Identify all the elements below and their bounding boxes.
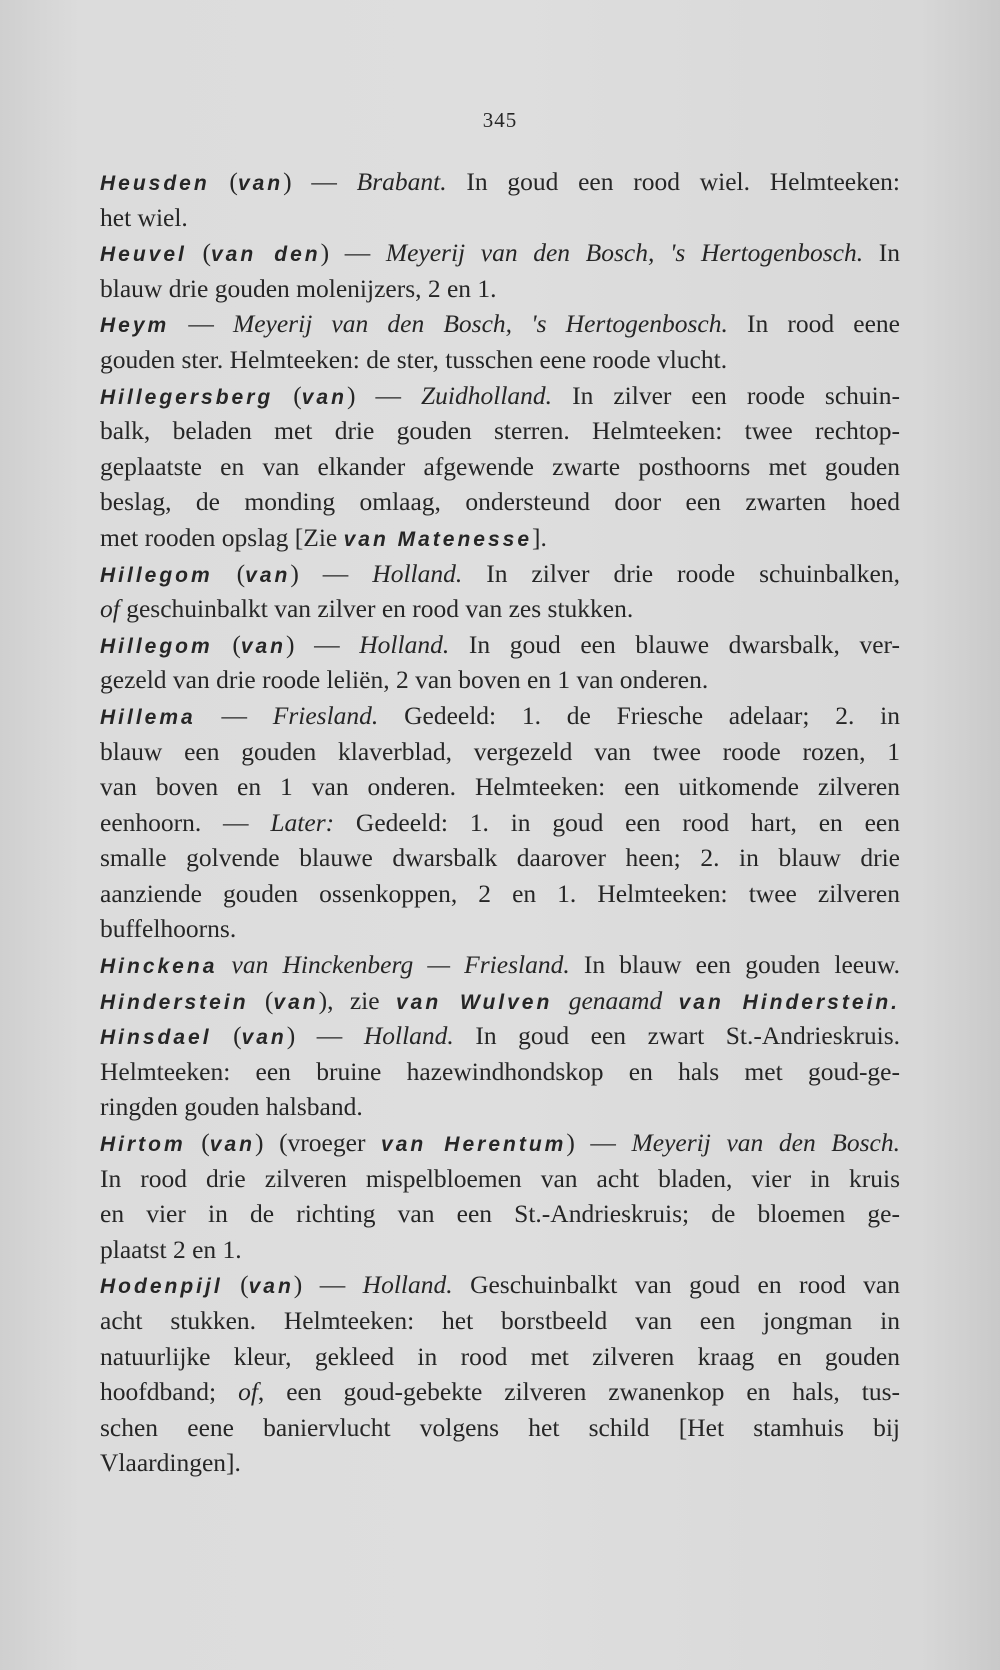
text-segment: hoofdband; <box>100 1377 239 1407</box>
italic-text: of <box>100 594 120 624</box>
spaced-name: Hinckena <box>100 955 218 979</box>
spaced-name: van Herentum <box>381 1133 567 1157</box>
italic-text: Later: <box>270 807 335 837</box>
italic-text: Zuidholland. <box>420 380 553 410</box>
text-segment: ( <box>186 238 211 268</box>
text-line <box>100 484 900 520</box>
text-segment: ringden gouden halsband. <box>100 1092 363 1122</box>
text-segment: ( <box>212 629 241 659</box>
text-line <box>100 1196 900 1232</box>
spaced-name: Hillegom <box>100 634 213 658</box>
text-segment: Gedeeld: 1. in goud een rood hart, en een <box>334 807 900 837</box>
text-segment: smalle golvende blauwe dwarsbalk daarover heen; 2. in blauw drie <box>100 843 900 873</box>
text-segment <box>552 986 568 1015</box>
text-segment: — <box>195 700 273 730</box>
italic-text: Friesland. <box>272 700 379 730</box>
text-segment <box>217 950 231 979</box>
text-line <box>100 1410 900 1446</box>
text-line <box>100 1267 900 1303</box>
text-segment: blauw een gouden klaverblad, vergezeld van twee roode rozen, 1 <box>100 736 900 766</box>
text-segment <box>662 986 678 1015</box>
spaced-name: van <box>237 172 284 195</box>
text-segment: ( <box>211 1021 242 1051</box>
italic-text: Meyerij van den Bosch. <box>631 1128 900 1158</box>
spaced-name: van <box>248 1275 294 1299</box>
italic-text: genaamd <box>568 985 663 1015</box>
text-segment: In zilver drie roode schuinbalken, <box>462 558 900 588</box>
text-line <box>100 1303 900 1339</box>
text-line <box>100 1161 900 1197</box>
text-line <box>100 1018 900 1054</box>
text-segment: ( <box>185 1128 210 1158</box>
text-line <box>100 413 900 449</box>
text-line <box>100 271 900 307</box>
spaced-name: Heym <box>100 314 170 338</box>
text-segment: beslag, de monding omlaag, ondersteund door een zwarten hoed <box>100 487 900 517</box>
text-line <box>100 911 900 947</box>
text-segment: In <box>863 238 900 268</box>
spaced-name: van Wulven <box>395 990 553 1014</box>
text-segment: ) — <box>346 380 421 410</box>
text-segment: ) (vroeger <box>254 1128 382 1158</box>
text-segment: — <box>169 309 233 339</box>
text-segment: van boven en 1 van onderen. Helmteeken: een uitkomende zilveren <box>100 772 900 802</box>
text-segment: het wiel. <box>100 202 188 232</box>
text-segment: gezeld van drie roode leliën, 2 van boven en 1 van onderen. <box>100 665 709 695</box>
text-line <box>100 306 900 342</box>
text-segment: acht stukken. Helmteeken: het borstbeeld van een jongman in <box>100 1306 900 1335</box>
text-segment: en vier in de richting van een St.-Andrieskruis; de bloemen ge- <box>100 1199 900 1229</box>
text-segment: In goud een rood wiel. Helmteeken: <box>446 167 900 196</box>
text-line <box>100 1374 900 1410</box>
text-segment: In zilver een roode schuin- <box>552 380 900 410</box>
text-segment: ]. <box>532 522 547 552</box>
text-segment: In goud een zwart St.-Andrieskruis. <box>453 1021 900 1051</box>
page-number: 345 <box>482 108 518 132</box>
spaced-name: Hinderstein <box>100 990 249 1014</box>
text-segment: Gedeeld: 1. de Friesche adelaar; 2. in <box>378 700 901 730</box>
text-line <box>100 556 900 592</box>
text-segment: ( <box>212 558 246 588</box>
text-segment: ) — <box>286 1021 364 1051</box>
text-segment: ), zie <box>318 985 396 1015</box>
italic-text: Holland. <box>362 1270 453 1300</box>
text-segment: ( <box>222 1270 249 1300</box>
spaced-name: Hinsdael <box>100 1026 212 1050</box>
text-line <box>100 698 900 734</box>
text-segment: ) — <box>290 558 373 588</box>
text-line <box>100 662 900 698</box>
text-segment: blauw drie gouden molenijzers, 2 en 1. <box>100 273 497 303</box>
italic-text: Holland. <box>372 558 463 588</box>
text-segment: ) — <box>293 1270 363 1300</box>
spaced-name: Hillegom <box>100 563 213 587</box>
spaced-name: van den <box>211 243 321 267</box>
spaced-name: van Hinderstein. <box>678 990 901 1014</box>
text-line <box>100 947 900 983</box>
text-line <box>100 769 900 805</box>
spaced-name: van <box>240 634 286 658</box>
text-segment: ) — <box>286 629 360 659</box>
spaced-name: Hillegersberg <box>100 385 274 409</box>
text-line <box>100 876 900 912</box>
text-segment: , een goud-gebekte zilveren zwanenkop en hals, tus- <box>257 1377 900 1407</box>
text-line <box>100 520 900 556</box>
text-segment: ) — <box>283 167 357 196</box>
text-line <box>100 164 900 200</box>
text-segment: Vlaardingen]. <box>100 1448 241 1478</box>
text-line <box>100 1125 900 1161</box>
text-segment: met rooden opslag [Zie <box>100 522 344 552</box>
spaced-name: van Matenesse <box>343 527 533 551</box>
text-segment: In rood eene <box>727 309 900 339</box>
text-segment: ( <box>273 380 302 410</box>
spaced-name: van <box>241 1026 287 1050</box>
italic-text: Holland. <box>359 629 450 659</box>
text-line <box>100 983 900 1019</box>
text-segment: geschuinbalkt van zilver en rood van zes stukken. <box>119 594 634 624</box>
text-segment: schen eene baniervlucht volgens het schild [Het stamhuis bij <box>100 1412 900 1442</box>
text-segment: ( <box>248 985 274 1015</box>
text-line <box>100 235 900 271</box>
text-line <box>100 378 900 414</box>
italic-text: Meyerij van den Bosch, 's Hertogenbosch. <box>385 238 864 268</box>
spaced-name: Hirtom <box>100 1133 186 1157</box>
text-segment: In blauw een gouden leeuw. <box>569 950 900 980</box>
text-line <box>100 591 900 627</box>
text-line <box>100 1339 900 1375</box>
italic-text: Holland. <box>363 1021 454 1051</box>
text-segment: Geschuinbalkt van goud en rood van <box>452 1270 900 1300</box>
spaced-name: van <box>273 990 319 1014</box>
text-segment: gouden ster. Helmteeken: de ster, tusschen eene roode vlucht. <box>100 344 728 374</box>
text-segment: ) — <box>566 1128 632 1158</box>
spaced-name: Hodenpijl <box>100 1275 223 1299</box>
text-line <box>100 200 900 236</box>
text-line <box>100 1054 900 1090</box>
text-segment: Helmteeken: een bruine hazewindhondskop en hals met goud-ge- <box>100 1056 900 1086</box>
italic-text: van Hinckenberg — Friesland. <box>231 950 570 980</box>
italic-text: Brabant. <box>356 167 447 196</box>
text-line <box>100 1232 900 1268</box>
text-segment: plaatst 2 en 1. <box>100 1234 242 1264</box>
spaced-name: Heuvel <box>100 243 187 267</box>
text-segment: natuurlijke kleur, gekleed in rood met zilveren kraag en gouden <box>100 1341 900 1371</box>
text-line <box>100 449 900 485</box>
spaced-name: van <box>301 385 347 409</box>
text-line <box>100 1089 900 1125</box>
text-segment: buffelhoorns. <box>100 914 237 944</box>
text-segment: eenhoorn. — <box>100 807 271 837</box>
text-line <box>100 805 900 841</box>
text-line <box>100 342 900 378</box>
text-line <box>100 840 900 876</box>
spaced-name: Hillema <box>100 705 196 729</box>
spaced-name: Heusden <box>100 172 210 195</box>
text-line <box>100 1445 900 1481</box>
text-segment: aanziende gouden ossenkoppen, 2 en 1. Helmteeken: twee zilveren <box>100 878 900 908</box>
text-segment: ) — <box>320 238 386 268</box>
text-segment: In rood drie zilveren mispelbloemen van acht bladen, vier in kruis <box>100 1163 900 1193</box>
italic-text: of <box>238 1377 258 1407</box>
spaced-name: van <box>209 1133 255 1157</box>
text-line <box>100 734 900 770</box>
text-segment: In goud een blauwe dwarsbalk, ver- <box>449 629 900 659</box>
italic-text: Meyerij van den Bosch, 's Hertogenbosch. <box>232 309 728 339</box>
text-segment: balk, beladen met drie gouden sterren. Helmteeken: twee rechtop- <box>100 416 900 446</box>
text-segment: geplaatste en van elkander afgewende zwarte posthoorns met gouden <box>100 451 900 481</box>
spaced-name: van <box>245 563 291 587</box>
body-text <box>100 164 900 1481</box>
text-line <box>100 627 900 663</box>
text-segment: ( <box>209 167 238 196</box>
